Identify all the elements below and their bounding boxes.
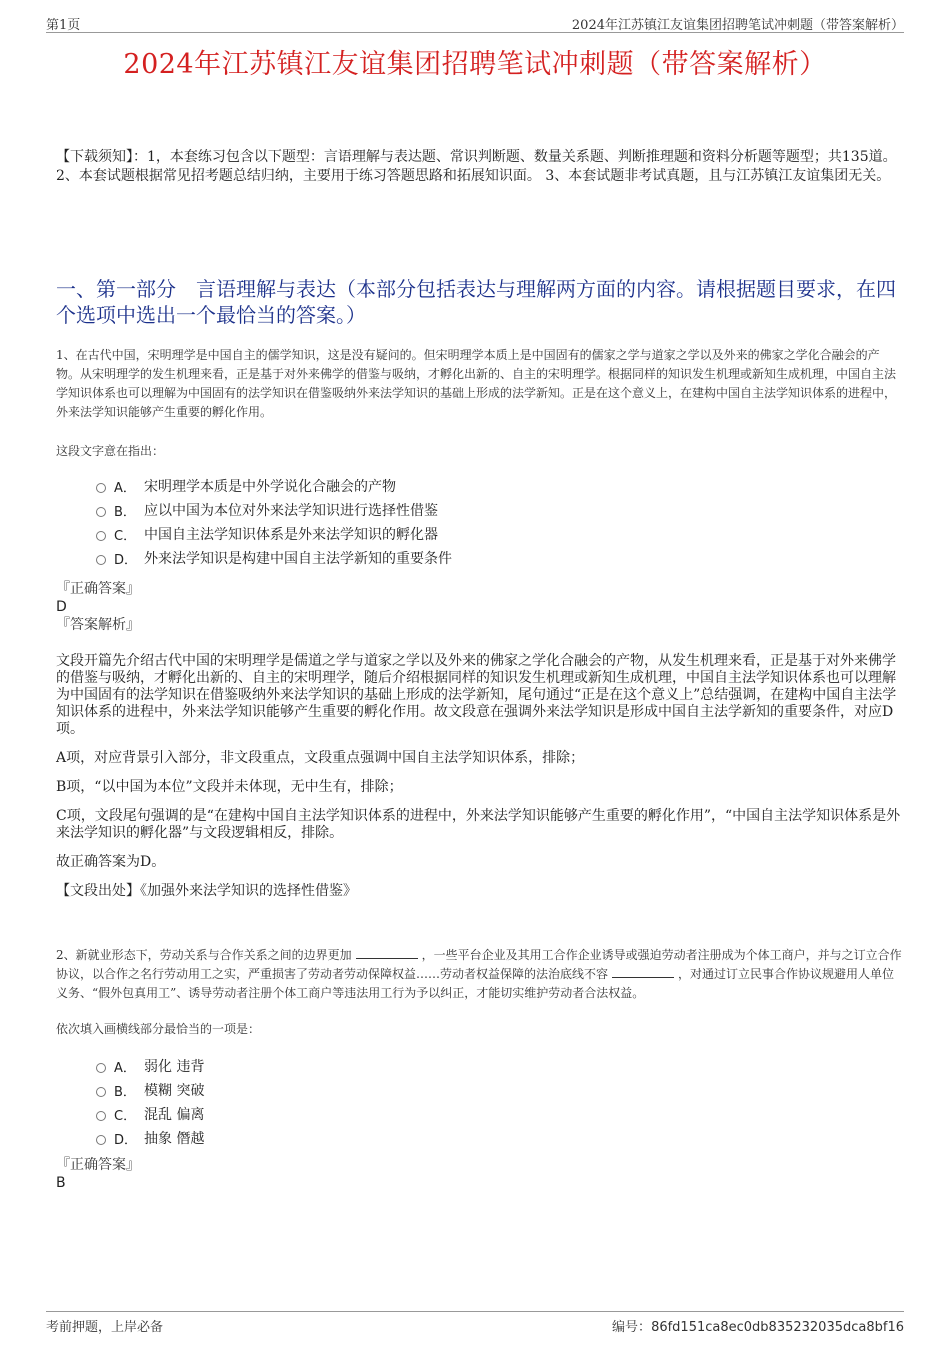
fill-blank	[356, 946, 418, 959]
answer-label: 『正确答案』	[56, 1157, 140, 1173]
analysis-paragraph: A项，对应背景引入部分，非文段重点，文段重点强调中国自主法学知识体系，排除；	[56, 750, 585, 766]
fill-blank	[612, 965, 674, 978]
doc-code: 86fd151ca8ec0db835232035dca8bf16	[651, 1320, 904, 1335]
page-header	[46, 10, 904, 33]
option-a[interactable]: A． 宋明理学本质是中外学说化合融会的产物	[96, 474, 452, 498]
radio-icon[interactable]	[96, 1135, 106, 1145]
footer-code: 编号：86fd151ca8ec0db835232035dca8bf16	[612, 1320, 904, 1335]
page-number: 第1页	[46, 18, 81, 33]
radio-icon[interactable]	[96, 1087, 106, 1097]
radio-icon[interactable]	[96, 531, 106, 541]
question-2	[56, 946, 902, 1003]
radio-icon[interactable]	[96, 507, 106, 517]
option-c[interactable]: C． 中国自主法学知识体系是外来法学知识的孵化器	[96, 522, 452, 546]
answer-value: D	[56, 599, 67, 615]
option-c[interactable]: C． 混乱 偏离	[96, 1102, 204, 1126]
page-footer	[46, 1311, 904, 1336]
question-1-analysis	[56, 653, 902, 912]
radio-icon[interactable]	[96, 1063, 106, 1073]
question-1-text: 1、在古代中国，宋明理学是中国自主的儒学知识，这是没有疑问的。但宋明理学本质上是中国固有的儒家之学与道家之学以及外来的佛家之学化合融会的产物。从宋明理学的发生机理来看，正是基于对外来佛学的借鉴与吸纳，才孵化出新的、自主的宋明理学。根据同样的知识发生机理或新知生成机理，中国自主法学知识体系也可以理解为中国固有的法学知识在借鉴吸纳外来法学知识的基础上形成的法学新知。正是在这个意义上，在建构中国自主法学知识体系的进程中，外来法学知识能够产生重要的孵化作用。	[56, 348, 897, 419]
answer-label: 『正确答案』	[56, 581, 140, 597]
question-2-options	[96, 1054, 204, 1150]
question-2-prompt: 依次填入画横线部分最恰当的一项是：	[56, 1022, 261, 1036]
option-b[interactable]: B． 模糊 突破	[96, 1078, 204, 1102]
analysis-label: 『答案解析』	[56, 617, 140, 633]
header-doc-title: 2024年江苏镇江友谊集团招聘笔试冲刺题（带答案解析）	[571, 18, 904, 33]
question-1-prompt: 这段文字意在指出：	[56, 444, 165, 458]
radio-icon[interactable]	[96, 1111, 106, 1121]
question-2-text: 2、新就业形态下，劳动关系与合作关系之间的边界更加 ，一些平台企业及其用工合作企业诱导或强迫劳动者注册成为个体工商户，并与之订立合作协议，以合作之名行劳动用工之实，严重损害了劳动者劳动保障权益……劳动者权益保障的法治底线不容 ，对通过订立民事合作协议规避用人单位义务、“假外包真用工”、诱导劳动者注册个体工商户等违法用工行为予以纠正，才能切实维护劳动者合法权益。	[56, 948, 902, 1000]
question-1-options	[96, 474, 452, 570]
question-2-answer	[56, 1156, 902, 1192]
analysis-paragraph: C项，文段尾句强调的是“在建构中国自主法学知识体系的进程中，外来法学知识能够产生重要的孵化作用”，“中国自主法学知识体系是外来法学知识的孵化器”与文段逻辑相反，排除。	[56, 808, 901, 841]
analysis-paragraph: 故正确答案为D。	[56, 854, 166, 870]
option-d[interactable]: D． 外来法学知识是构建中国自主法学新知的重要条件	[96, 546, 452, 570]
analysis-paragraph: 文段开篇先介绍古代中国的宋明理学是儒道之学与道家之学以及外来的佛家之学化合融会的产物，从发生机理来看，正是基于对外来佛学的借鉴与吸纳，才孵化出新的、自主的宋明理学，随后介绍根据同样的知识发生机理或新知生成机理，中国自主法学知识体系也可以理解为中国固有的法学知识在借鉴吸纳外来法学知识的基础上形成的法学新知，尾句通过“正是在这个意义上”总结强调，在建构中国自主法学知识体系的进程中，外来法学知识能够产生重要的孵化作用。故文段意在强调外来法学知识是形成中国自主法学新知的重要条件，对应D项。	[56, 653, 897, 737]
download-notice: 【下载须知】：1，本套练习包含以下题型：言语理解与表达题、常识判断题、数量关系题、判断推理题和资料分析题等题型；共135道。 2、本套试题根据常见招考题总结归纳，主要用于练习答题思路和拓展知识面。 3、本套试题非考试真题，且与江苏镇江友谊集团无关。	[56, 149, 897, 184]
radio-icon[interactable]	[96, 555, 106, 565]
radio-icon[interactable]	[96, 483, 106, 493]
section-heading: 一、第一部分 言语理解与表达（本部分包括表达与理解两方面的内容。请根据题目要求，在四个选项中选出一个最恰当的答案。）	[56, 277, 896, 327]
option-b[interactable]: B． 应以中国为本位对外来法学知识进行选择性借鉴	[96, 498, 452, 522]
answer-value: B	[56, 1175, 66, 1191]
footer-slogan: 考前押题，上岸必备	[46, 1320, 164, 1335]
option-a[interactable]: A． 弱化 违背	[96, 1054, 204, 1078]
question-1	[56, 346, 902, 422]
document-title: 2024年江苏镇江友谊集团招聘笔试冲刺题（带答案解析）	[123, 49, 827, 80]
analysis-paragraph: B项，“以中国为本位”文段并未体现，无中生有，排除；	[56, 779, 403, 795]
analysis-source: 【文段出处】《加强外来法学知识的选择性借鉴》	[56, 883, 357, 899]
option-d[interactable]: D． 抽象 僭越	[96, 1126, 204, 1150]
question-1-answer	[56, 580, 902, 634]
